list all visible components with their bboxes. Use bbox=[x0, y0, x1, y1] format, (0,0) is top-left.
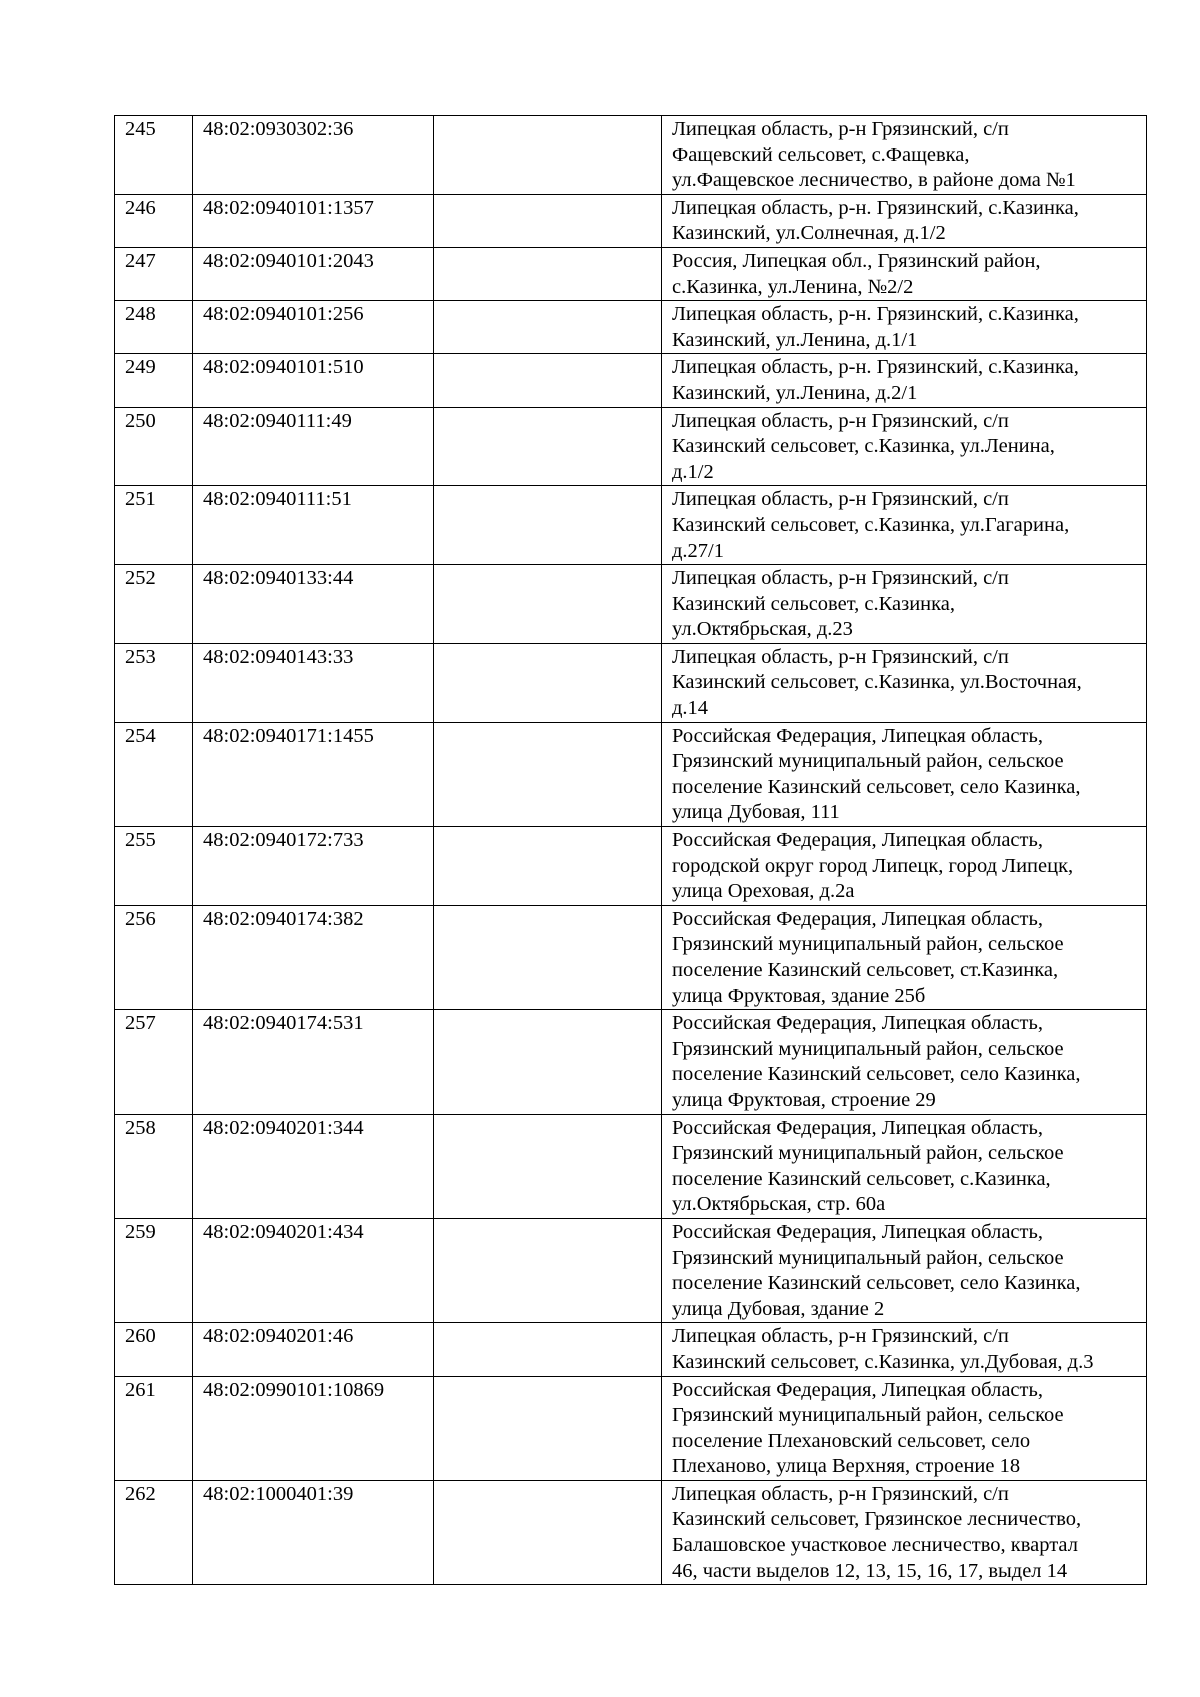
cadastral-number-cell: 48:02:0940101:1357 bbox=[193, 194, 434, 247]
empty-cell bbox=[434, 643, 662, 722]
row-number-cell: 258 bbox=[115, 1114, 193, 1218]
table-row bbox=[115, 116, 1147, 195]
row-number-cell: 259 bbox=[115, 1218, 193, 1322]
address-line: улица Фруктовая, здание 25б bbox=[672, 984, 926, 1007]
address-cell bbox=[662, 194, 1147, 247]
address-line: Липецкая область, р-н Грязинский, с/п bbox=[672, 1325, 1009, 1348]
address-cell bbox=[662, 643, 1147, 722]
address-line: Грязинский муниципальный район, сельское bbox=[672, 1404, 1064, 1427]
row-number-cell: 255 bbox=[115, 827, 193, 906]
address-line: Казинский, ул.Ленина, д.1/1 bbox=[672, 328, 918, 351]
address-line: улица Фруктовая, строение 29 bbox=[672, 1088, 936, 1111]
cadastral-number-cell: 48:02:0940101:256 bbox=[193, 301, 434, 354]
address-cell bbox=[662, 1376, 1147, 1480]
row-number-cell: 261 bbox=[115, 1376, 193, 1480]
address-cell bbox=[662, 1480, 1147, 1584]
address-line: Липецкая область, р-н Грязинский, с/п bbox=[672, 645, 1009, 668]
address-cell bbox=[662, 354, 1147, 407]
address-line: ул.Октябрьская, стр. 60а bbox=[672, 1193, 886, 1216]
table-row bbox=[115, 905, 1147, 1009]
address-line: Липецкая область, р-н Грязинский, с/п bbox=[672, 409, 1009, 432]
table-row bbox=[115, 1218, 1147, 1322]
address-line: улица Дубовая, здание 2 bbox=[672, 1297, 885, 1320]
cadastral-number-cell: 48:02:0940111:51 bbox=[193, 486, 434, 565]
address-line: Россия, Липецкая обл., Грязинский район, bbox=[672, 249, 1041, 272]
address-line: ул.Октябрьская, д.23 bbox=[672, 618, 853, 641]
address-line: Казинский сельсовет, с.Казинка, ул.Ленина, bbox=[672, 435, 1055, 458]
table-row bbox=[115, 354, 1147, 407]
row-number-cell: 253 bbox=[115, 643, 193, 722]
address-line: Липецкая область, р-н. Грязинский, с.Казинка, bbox=[672, 196, 1079, 219]
row-number-cell: 257 bbox=[115, 1010, 193, 1114]
address-cell bbox=[662, 722, 1147, 826]
empty-cell bbox=[434, 722, 662, 826]
empty-cell bbox=[434, 116, 662, 195]
cadastral-number-cell: 48:02:1000401:39 bbox=[193, 1480, 434, 1584]
address-cell bbox=[662, 116, 1147, 195]
address-line: городской округ город Липецк, город Липецк, bbox=[672, 854, 1074, 877]
address-line: поселение Казинский сельсовет, село Казинка, bbox=[672, 1063, 1081, 1086]
address-line: д.1/2 bbox=[672, 460, 714, 483]
address-cell bbox=[662, 1218, 1147, 1322]
registry-table bbox=[114, 115, 1147, 1585]
address-line: Грязинский муниципальный район, сельское bbox=[672, 750, 1064, 773]
address-line: Казинский, ул.Ленина, д.2/1 bbox=[672, 381, 918, 404]
registry-table-body bbox=[115, 116, 1147, 1585]
empty-cell bbox=[434, 1114, 662, 1218]
address-cell bbox=[662, 407, 1147, 486]
address-line: Казинский сельсовет, Грязинское лесничество, bbox=[672, 1508, 1082, 1531]
row-number-cell: 260 bbox=[115, 1323, 193, 1376]
empty-cell bbox=[434, 1010, 662, 1114]
address-line: Липецкая область, р-н. Грязинский, с.Казинка, bbox=[672, 303, 1079, 326]
table-row bbox=[115, 1010, 1147, 1114]
address-line: Липецкая область, р-н Грязинский, с/п bbox=[672, 488, 1009, 511]
empty-cell bbox=[434, 354, 662, 407]
empty-cell bbox=[434, 407, 662, 486]
table-row bbox=[115, 1376, 1147, 1480]
table-row bbox=[115, 1114, 1147, 1218]
cadastral-number-cell: 48:02:0940111:49 bbox=[193, 407, 434, 486]
table-row bbox=[115, 1323, 1147, 1376]
address-line: д.27/1 bbox=[672, 539, 725, 562]
cadastral-number-cell: 48:02:0940201:344 bbox=[193, 1114, 434, 1218]
address-line: Плеханово, улица Верхняя, строение 18 bbox=[672, 1455, 1021, 1478]
cadastral-number-cell: 48:02:0940101:2043 bbox=[193, 247, 434, 300]
address-cell bbox=[662, 827, 1147, 906]
empty-cell bbox=[434, 1376, 662, 1480]
cadastral-number-cell: 48:02:0940171:1455 bbox=[193, 722, 434, 826]
cadastral-number-cell: 48:02:0940101:510 bbox=[193, 354, 434, 407]
address-line: улица Дубовая, 111 bbox=[672, 801, 840, 824]
address-line: Казинский сельсовет, с.Казинка, bbox=[672, 592, 956, 615]
row-number-cell: 246 bbox=[115, 194, 193, 247]
row-number-cell: 262 bbox=[115, 1480, 193, 1584]
empty-cell bbox=[434, 247, 662, 300]
row-number-cell: 247 bbox=[115, 247, 193, 300]
address-line: Грязинский муниципальный район, сельское bbox=[672, 933, 1064, 956]
address-line: поселение Казинский сельсовет, ст.Казинка, bbox=[672, 959, 1059, 981]
address-cell bbox=[662, 1323, 1147, 1376]
cadastral-number-cell: 48:02:0940143:33 bbox=[193, 643, 434, 722]
empty-cell bbox=[434, 565, 662, 644]
row-number-cell: 251 bbox=[115, 486, 193, 565]
empty-cell bbox=[434, 486, 662, 565]
address-line: Липецкая область, р-н Грязинский, с/п bbox=[672, 1482, 1009, 1505]
table-row bbox=[115, 486, 1147, 565]
cadastral-number-cell: 48:02:0940201:46 bbox=[193, 1323, 434, 1376]
address-line: Российская Федерация, Липецкая область, bbox=[672, 724, 1043, 747]
address-line: Российская Федерация, Липецкая область, bbox=[672, 907, 1043, 930]
address-line: Грязинский муниципальный район, сельское bbox=[672, 1037, 1064, 1060]
address-line: с.Казинка, ул.Ленина, №2/2 bbox=[672, 275, 914, 298]
address-line: поселение Казинский сельсовет, с.Казинка, bbox=[672, 1167, 1051, 1190]
address-cell bbox=[662, 1010, 1147, 1114]
address-line: Казинский сельсовет, с.Казинка, ул.Восточная, bbox=[672, 671, 1082, 694]
cadastral-number-cell: 48:02:0940201:434 bbox=[193, 1218, 434, 1322]
address-line: поселение Казинский сельсовет, село Казинка, bbox=[672, 1272, 1081, 1295]
table-row bbox=[115, 643, 1147, 722]
row-number-cell: 248 bbox=[115, 301, 193, 354]
address-cell bbox=[662, 905, 1147, 1009]
empty-cell bbox=[434, 905, 662, 1009]
address-line: Казинский сельсовет, с.Казинка, ул.Дубовая, д.3 bbox=[672, 1350, 1094, 1373]
empty-cell bbox=[434, 301, 662, 354]
address-cell bbox=[662, 486, 1147, 565]
address-cell bbox=[662, 247, 1147, 300]
table-row bbox=[115, 194, 1147, 247]
address-line: Российская Федерация, Липецкая область, bbox=[672, 1012, 1043, 1035]
cadastral-number-cell: 48:02:0940172:733 bbox=[193, 827, 434, 906]
cadastral-number-cell: 48:02:0930302:36 bbox=[193, 116, 434, 195]
address-cell bbox=[662, 301, 1147, 354]
row-number-cell: 249 bbox=[115, 354, 193, 407]
address-line: Российская Федерация, Липецкая область, bbox=[672, 1116, 1043, 1139]
address-line: Казинский сельсовет, с.Казинка, ул.Гагарина, bbox=[672, 513, 1070, 536]
address-line: поселение Плехановский сельсовет, село bbox=[672, 1429, 1031, 1452]
cadastral-number-cell: 48:02:0990101:10869 bbox=[193, 1376, 434, 1480]
address-line: Российская Федерация, Липецкая область, bbox=[672, 829, 1043, 852]
address-line: Липецкая область, р-н Грязинский, с/п bbox=[672, 118, 1009, 140]
address-line: поселение Казинский сельсовет, село Казинка, bbox=[672, 775, 1081, 798]
table-row bbox=[115, 827, 1147, 906]
address-line: д.14 bbox=[672, 697, 709, 720]
row-number-cell: 245 bbox=[115, 116, 193, 195]
address-cell bbox=[662, 565, 1147, 644]
address-line: Казинский, ул.Солнечная, д.1/2 bbox=[672, 222, 946, 245]
empty-cell bbox=[434, 1480, 662, 1584]
empty-cell bbox=[434, 1323, 662, 1376]
address-cell bbox=[662, 1114, 1147, 1218]
address-line: ул.Фащевское лесничество, в районе дома №1 bbox=[672, 169, 1076, 192]
table-row bbox=[115, 301, 1147, 354]
table-row bbox=[115, 1480, 1147, 1584]
address-line: улица Ореховая, д.2а bbox=[672, 880, 855, 903]
cadastral-number-cell: 48:02:0940133:44 bbox=[193, 565, 434, 644]
address-line: Липецкая область, р-н. Грязинский, с.Казинка, bbox=[672, 356, 1079, 379]
cadastral-number-cell: 48:02:0940174:382 bbox=[193, 905, 434, 1009]
table-row bbox=[115, 247, 1147, 300]
address-line: Российская Федерация, Липецкая область, bbox=[672, 1378, 1043, 1401]
address-line: Липецкая область, р-н Грязинский, с/п bbox=[672, 567, 1009, 590]
row-number-cell: 252 bbox=[115, 565, 193, 644]
address-line: Грязинский муниципальный район, сельское bbox=[672, 1142, 1064, 1165]
row-number-cell: 250 bbox=[115, 407, 193, 486]
address-line: Балашовское участковое лесничество, квартал bbox=[672, 1534, 1078, 1557]
cadastral-number-cell: 48:02:0940174:531 bbox=[193, 1010, 434, 1114]
table-row bbox=[115, 565, 1147, 644]
table-row bbox=[115, 722, 1147, 826]
empty-cell bbox=[434, 1218, 662, 1322]
table-row bbox=[115, 407, 1147, 486]
row-number-cell: 254 bbox=[115, 722, 193, 826]
empty-cell bbox=[434, 827, 662, 906]
empty-cell bbox=[434, 194, 662, 247]
address-line: 46, части выделов 12, 13, 15, 16, 17, выдел 14 bbox=[672, 1559, 1068, 1582]
address-line: Фащевский сельсовет, с.Фащевка, bbox=[672, 143, 970, 166]
row-number-cell: 256 bbox=[115, 905, 193, 1009]
address-line: Грязинский муниципальный район, сельское bbox=[672, 1246, 1064, 1269]
address-line: Российская Федерация, Липецкая область, bbox=[672, 1220, 1043, 1243]
